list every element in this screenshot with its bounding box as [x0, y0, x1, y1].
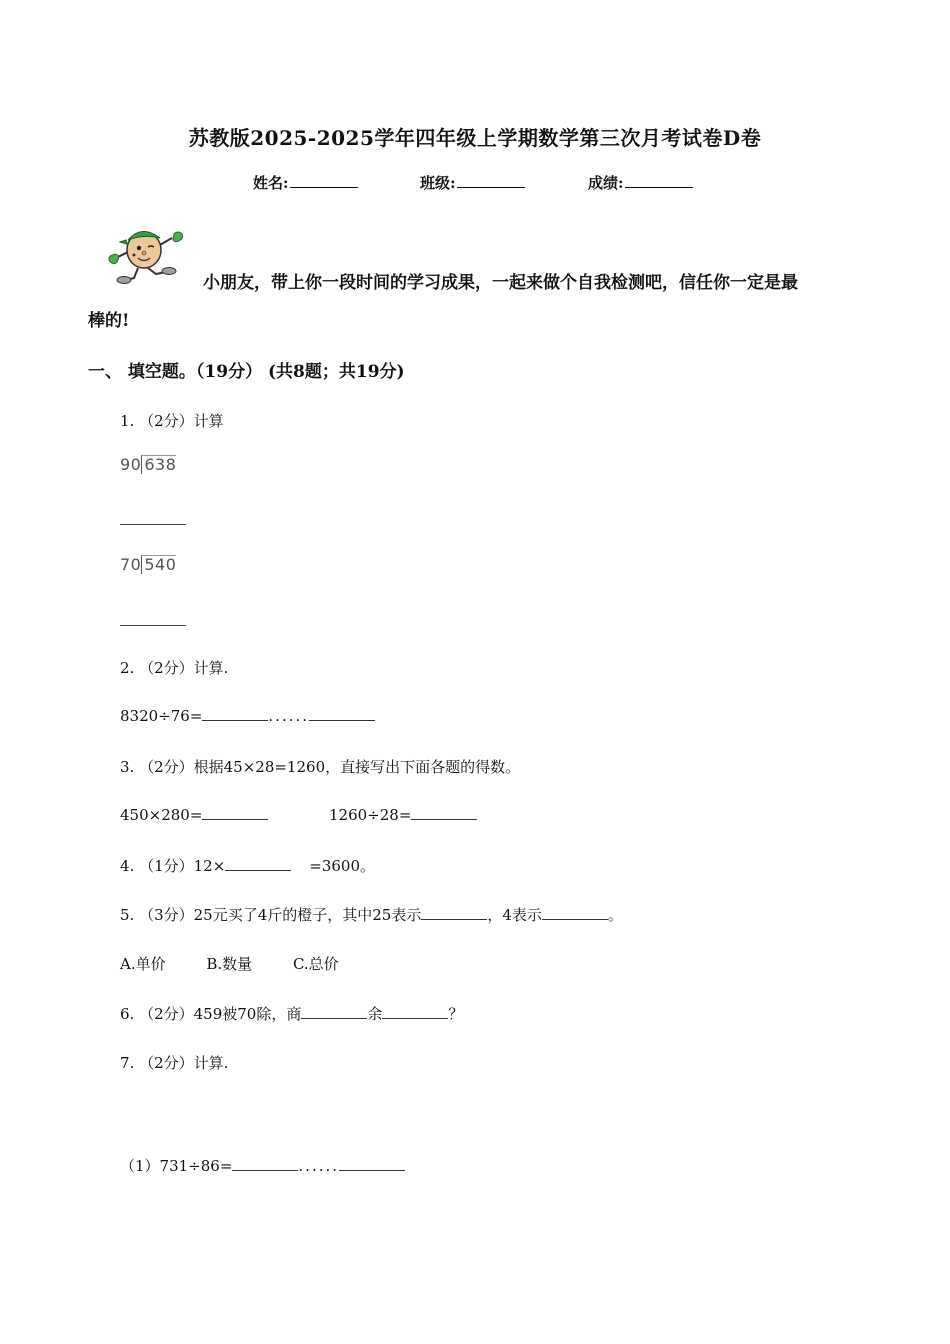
- name-label: 姓名:: [253, 174, 289, 192]
- greeting-line2: 棒的!: [88, 311, 130, 331]
- answer-blank-3b[interactable]: [411, 818, 477, 820]
- answer-blank-6a[interactable]: [301, 1017, 367, 1019]
- class-label: 班级:: [420, 174, 456, 192]
- divisor: 90: [120, 455, 142, 474]
- answer-blank-6b[interactable]: [382, 1017, 448, 1019]
- answer-blank-7b[interactable]: [339, 1169, 405, 1171]
- question-5: [120, 904, 623, 925]
- answer-blank-2b[interactable]: [309, 719, 375, 721]
- expression-text: 1260÷28=: [329, 806, 412, 824]
- greeting-line1: 小朋友，带上你一段时间的学习成果，一起来做个自我检测吧，信任你一定是最: [203, 273, 798, 293]
- question-2-label: 2. （2分）计算.: [120, 659, 229, 677]
- question-6: [120, 1003, 463, 1024]
- question-3-expression-a: [120, 806, 268, 824]
- question-5-suffix: 。: [607, 906, 623, 924]
- question-6-middle: 余: [367, 1005, 383, 1023]
- question-6-prefix: 6. （2分）459被70除，商: [120, 1005, 302, 1023]
- class-blank[interactable]: [457, 186, 525, 188]
- question-4-prefix: 4. （1分）12×: [120, 857, 226, 875]
- expression-text: （1）731÷86=: [120, 1157, 233, 1175]
- question-1-label: 1. （2分）计算: [120, 412, 224, 430]
- answer-blank-5a[interactable]: [421, 918, 487, 920]
- mascot-illustration: [104, 222, 190, 284]
- question-3-expression-b: [329, 806, 477, 824]
- class-field: [420, 172, 525, 193]
- expression-text: 450×280=: [120, 806, 203, 824]
- question-2-expression: [120, 707, 375, 725]
- answer-blank-7a[interactable]: [232, 1169, 298, 1171]
- answer-blank-5b[interactable]: [542, 918, 608, 920]
- divisor: 70: [120, 555, 142, 574]
- answer-blank-3a[interactable]: [202, 818, 268, 820]
- option-b[interactable]: B.数量: [206, 955, 253, 973]
- division-expression-1: [120, 455, 176, 474]
- score-label: 成绩:: [588, 174, 624, 192]
- option-a[interactable]: A.单价: [120, 955, 166, 973]
- answer-blank-1b[interactable]: [120, 625, 186, 626]
- page-title: 苏教版2025-2025学年四年级上学期数学第三次月考试卷D卷: [188, 126, 762, 150]
- name-blank[interactable]: [290, 186, 358, 188]
- section-heading: 一、 填空题。（19分） (共8题；共19分): [88, 362, 405, 382]
- name-field: [253, 172, 358, 193]
- remainder-dots: ......: [298, 1157, 340, 1175]
- option-c[interactable]: C.总价: [292, 955, 339, 973]
- dividend: 540: [141, 555, 176, 574]
- score-field: [588, 172, 693, 193]
- question-3-label: 3. （2分）根据45×28=1260，直接写出下面各题的得数。: [120, 758, 521, 776]
- answer-blank-4[interactable]: [225, 869, 291, 871]
- score-blank[interactable]: [625, 186, 693, 188]
- question-7-label: 7. （2分）计算.: [120, 1054, 229, 1072]
- answer-blank-2a[interactable]: [202, 719, 268, 721]
- expression-text: 8320÷76=: [120, 707, 203, 725]
- question-4-suffix: =3600。: [309, 857, 376, 875]
- question-5-prefix: 5. （3分）25元买了4斤的橙子，其中25表示: [120, 906, 422, 924]
- remainder-dots: ......: [268, 707, 310, 725]
- question-7-sub1: [120, 1155, 405, 1176]
- question-6-suffix: ？: [448, 1005, 464, 1023]
- question-5-middle: ，4表示: [487, 906, 542, 924]
- answer-blank-1a[interactable]: [120, 524, 186, 525]
- dividend: 638: [141, 455, 176, 474]
- question-5-options: [120, 953, 339, 974]
- division-expression-2: [120, 555, 176, 574]
- question-4: [120, 855, 375, 876]
